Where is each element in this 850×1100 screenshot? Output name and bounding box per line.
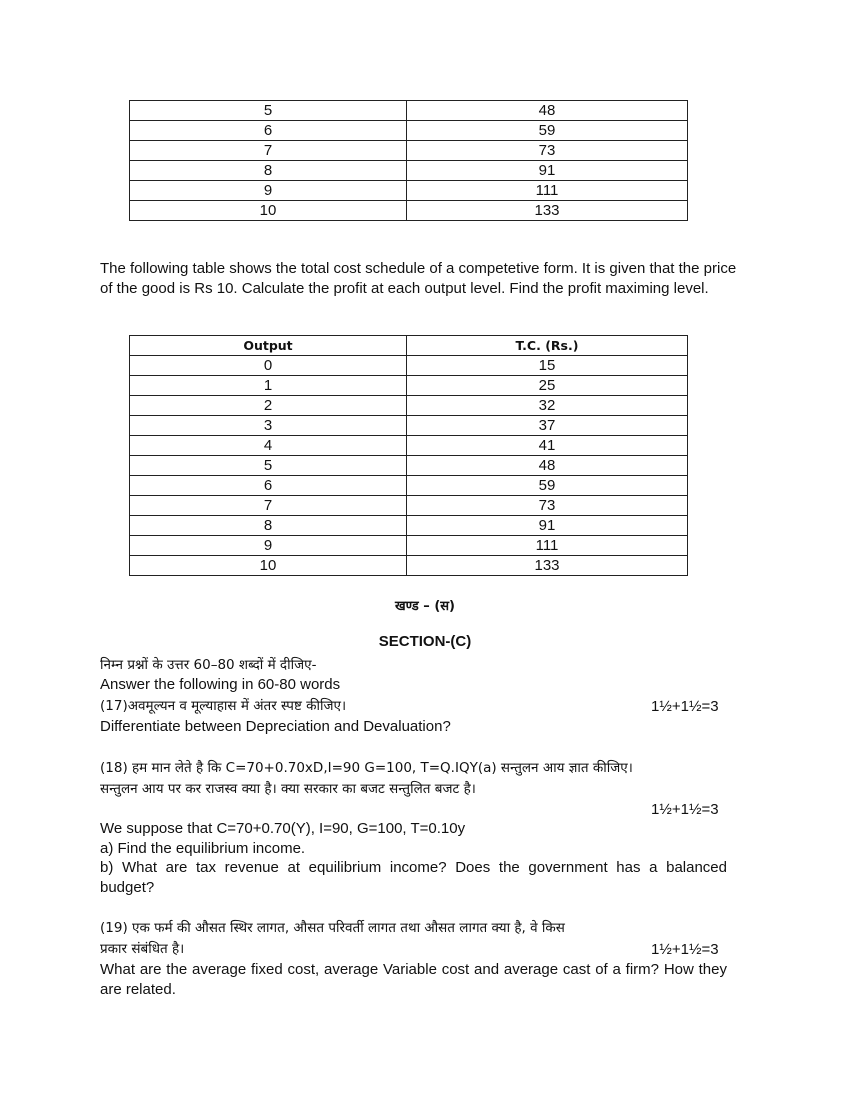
table-row xyxy=(130,436,688,456)
table-row xyxy=(130,536,688,556)
table-row xyxy=(130,181,688,201)
table-header-row xyxy=(130,336,688,356)
header-output: Output xyxy=(130,336,407,356)
output-cell: 9 xyxy=(130,181,407,201)
table-row xyxy=(130,516,688,536)
total-cost-cell: 91 xyxy=(407,516,688,536)
instruction-hindi: निम्न प्रश्नों के उत्तर 60–80 शब्दों में दीजिए- xyxy=(100,657,317,673)
output-cell: 8 xyxy=(130,161,407,181)
output-cell: 4 xyxy=(130,436,407,456)
total-cost-cell: 32 xyxy=(407,396,688,416)
instruction-english: Answer the following in 60-80 words xyxy=(100,676,341,693)
q18-marks: 1½+1½=3 xyxy=(651,801,719,818)
total-cost-cell: 111 xyxy=(407,536,688,556)
output-cell: 1 xyxy=(130,376,407,396)
total-cost-cell: 73 xyxy=(407,141,688,161)
total-cost-cell: 37 xyxy=(407,416,688,436)
output-cell: 10 xyxy=(130,556,407,576)
table-row xyxy=(130,101,688,121)
output-cell: 7 xyxy=(130,141,407,161)
table-row xyxy=(130,556,688,576)
total-cost-cell: 91 xyxy=(407,161,688,181)
output-cell: 6 xyxy=(130,476,407,496)
total-cost-cell: 133 xyxy=(407,556,688,576)
output-cell: 5 xyxy=(130,101,407,121)
q19-hindi-line2: प्रकार संबंधित है। xyxy=(100,941,185,957)
total-cost-table-body xyxy=(130,356,688,576)
table-row xyxy=(130,476,688,496)
total-cost-cell: 48 xyxy=(407,456,688,476)
q17-marks: 1½+1½=3 xyxy=(651,698,719,715)
total-cost-cell: 111 xyxy=(407,181,688,201)
output-cell: 9 xyxy=(130,536,407,556)
q17-hindi: (17)अवमूल्यन व मूल्याहास में अंतर स्पष्ट कीजिए। xyxy=(100,698,347,714)
q17-english: Differentiate between Depreciation and Devaluation? xyxy=(100,718,451,735)
total-cost-cell: 25 xyxy=(407,376,688,396)
output-cell: 6 xyxy=(130,121,407,141)
q19-hindi-line1: (19) एक फर्म की औसत स्थिर लागत, औसत परिवर्ती लागत तथा औसत लागत क्या है, वे किस xyxy=(100,920,565,936)
table-row xyxy=(130,161,688,181)
total-cost-cell: 15 xyxy=(407,356,688,376)
table-row xyxy=(130,376,688,396)
output-cell: 3 xyxy=(130,416,407,436)
cost-table-continued xyxy=(129,100,688,221)
header-total-cost: T.C. (Rs.) xyxy=(407,336,688,356)
total-cost-cell: 59 xyxy=(407,476,688,496)
total-cost-cell: 73 xyxy=(407,496,688,516)
table-row xyxy=(130,141,688,161)
output-cell: 8 xyxy=(130,516,407,536)
q18-english: We suppose that C=70+0.70(Y), I=90, G=100, T=0.10y xyxy=(100,820,466,837)
output-cell: 5 xyxy=(130,456,407,476)
q19-english: What are the average fixed cost, average Variable cost and average cast of a firm? How they are related. xyxy=(100,961,727,998)
table-row xyxy=(130,201,688,221)
q18-part-b: b) What are tax revenue at equilibrium income? Does the government has a balanced budget? xyxy=(100,859,727,896)
cost-table-continued-body xyxy=(130,101,688,221)
table-row xyxy=(130,356,688,376)
intro-paragraph: The following table shows the total cost schedule of a competetive form. It is given that the price of the good is Rs 10. Calculate the profit at each output level. Find the profit maximing level. xyxy=(100,260,737,297)
section-heading-hindi: खण्ड – (स) xyxy=(395,599,455,614)
table-row xyxy=(130,396,688,416)
total-cost-cell: 133 xyxy=(407,201,688,221)
q18-part-a: a) Find the equilibrium income. xyxy=(100,840,306,857)
output-cell: 2 xyxy=(130,396,407,416)
total-cost-cell: 41 xyxy=(407,436,688,456)
total-cost-table xyxy=(129,335,688,576)
total-cost-cell: 48 xyxy=(407,101,688,121)
output-cell: 10 xyxy=(130,201,407,221)
q18-hindi-line1: (18) हम मान लेते है कि C=70+0.70xD,I=90 G=100, T=Q.IQY(a) सन्तुलन आय ज्ञात कीजिए। xyxy=(100,760,633,776)
output-cell: 0 xyxy=(130,356,407,376)
q18-hindi-line2: सन्तुलन आय पर कर राजस्व क्या है। क्या सरकार का बजट सन्तुलित बजट है। xyxy=(100,781,476,797)
table-row xyxy=(130,496,688,516)
output-cell: 7 xyxy=(130,496,407,516)
section-heading: SECTION-(C) xyxy=(378,633,472,650)
table-row xyxy=(130,456,688,476)
table-row xyxy=(130,121,688,141)
q19-marks: 1½+1½=3 xyxy=(651,941,719,958)
table-row xyxy=(130,416,688,436)
total-cost-cell: 59 xyxy=(407,121,688,141)
